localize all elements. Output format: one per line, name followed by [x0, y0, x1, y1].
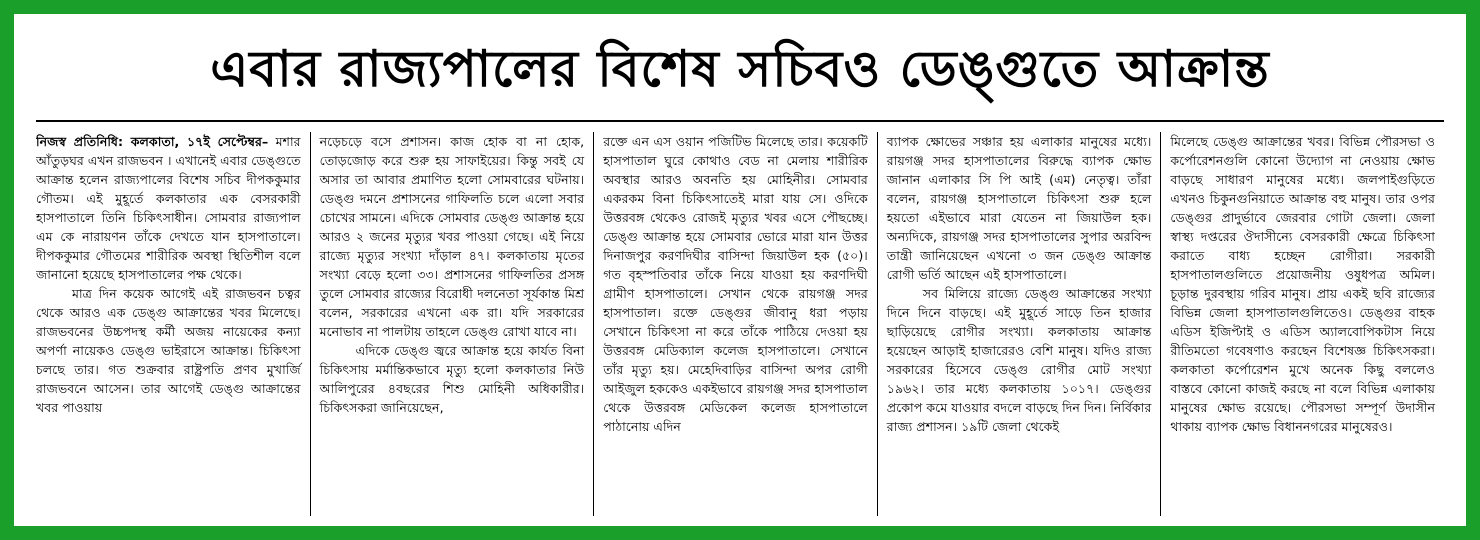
article-columns — [36, 132, 1444, 516]
headline-divider — [36, 120, 1444, 122]
column-2 — [310, 132, 594, 516]
paragraph: মিলেছে ডেঙ্গু আক্রান্তের খবর। বিভিন্ন পৌরসভা ও কর্পোরেশনগুলি কোনো উদ্যোগ না নেওয়ায় ক্ষোভ বাড়ছে সাধারণ মানুষের মধ্যে। জলপাইগুড়িতে এখনও চিকুনগুনিয়াতে আক্রান্ত বহু মানুষ। তার ওপর ডেঙ্গুর প্রাদুর্ভাবে জেরবার গোটা জেলা। জেলা স্বাস্থ্য দপ্তরের ঔদাসীন্যে বেসরকারী ক্ষেত্রে চিকিৎসা করাতে বাধ্য হচ্ছেন রোগীরা। সরকারী হাসপাতালগুলিতে প্রয়োজনীয় ওষুধপত্র অমিল। চূড়ান্ত দুরবস্থায় গরিব মানুষ। প্রায় একই ছবি রাজ্যের বিভিন্ন জেলা হাসপাতালগুলিতেও। ডেঙ্গুর বাহক এডিস ইজিপ্টাই ও এডিস অ্যালবোপিকটাস নিয়ে রীতিমতো গবেষণাও করছেন বিশেষজ্ঞ চিকিৎসকরা। কলকাতা কর্পোরেশন মুখে অনেক কিছু বললেও বাস্তবে কোনো কাজই করছে না বলে বিভিন্ন এলাকায় মানুষের ক্ষোভ রয়েছে। পৌরসভা সম্পূর্ণ উদাসীন থাকায় ব্যাপক ক্ষোভ বিধাননগরের মানুষেরও। — [1170, 134, 1435, 434]
paragraph: রক্তে এন এস ওয়ান পজিটিভ মিলেছে তার। কয়েকটি হাসপাতাল ঘুরে কোথাও বেড না মেলায় শারীরিক অবস্থার আরও অবনতি হয় মোহিনীর। সোমবার একরকম বিনা চিকিৎসাতেই মারা যায় সে। ওদিকে উত্তরবঙ্গ থেকেও রোজই মৃত্যুর খবর এসে পৌছচ্ছে। ডেঙ্গু আক্রান্ত হয়ে সোমবার ভোরে মারা যান উত্তর দিনাজপুর করণদিঘীর বাসিন্দা জিয়াউল হক (৫০)। গত বৃহস্পতিবার তাঁকে নিয়ে যাওয়া হয় করণদিঘী গ্রামীণ হাসপাতালে। সেখান থেকে রায়গঞ্জ সদর হাসপাতাল। রক্তে ডেঙ্গুর জীবানু ধরা পড়ায় সেখানে চিকিৎসা না করে তাঁকে পাঠিয়ে দেওয়া হয় উত্তরবঙ্গ মেডিক্যাল কলেজ হাসপাতালে। সেখানে তাঁর মৃত্যু হয়। মেহেদিবাড়ির বাসিন্দা অপর রোগী আইজুল হককেও একইভাবে রায়গঞ্জ সদর হাসপাতাল থেকে উত্তরবঙ্গ মেডিকেল কলেজ হাসপাতালে পাঠানোয় এদিন — [603, 134, 868, 434]
dateline: নিজস্ব প্রতিনিধি: কলকাতা, ১৭ই সেপ্টেম্বর– — [36, 134, 269, 149]
column-5 — [1160, 132, 1444, 516]
column-1 — [36, 132, 310, 516]
paragraph-text: মশার আঁতুড়ঘর এখন রাজভবন । এখানেই এবার ডেঙ্গুতে আক্রান্ত হলেন রাজ্যপালের বিশেষ সচিব দীপককুমার গৌতম। এই মুহূর্তে কলকাতার এক বেসরকারী হাসপাতালে তিনি চিকিৎসাধীন। সোমবার রাজ্যপাল এম কে নারায়ণন তাঁকে দেখতে যান হাসপাতালে। দীপককুমার গৌতমের শারীরিক অবস্থা স্থিতিশীল বলে জানানো হয়েছে হাসপাতালের পক্ষ থেকে। — [36, 134, 301, 282]
article-frame — [14, 14, 1466, 526]
paragraph: নড়েচড়ে বসে প্রশাসন। কাজ হোক বা না হোক, তোড়জোড় করে শুরু হয় সাফাইয়ের। কিন্তু সবই যে অসার তা আবার প্রমাণিত হলো সোমবারের ঘটনায়। ডেঙ্গু দমনে প্রশাসনের গাফিলতি চলে এলো সবার চোখের সামনে। এদিকে সোমবার ডেঙ্গু আক্রান্ত হয়ে আরও ২ জনের মৃত্যুর খবর পাওয়া গেছে। এই নিয়ে রাজ্যে মৃত্যুর সংখ্যা দাঁড়াল ৪৭। কলকাতায় মৃতের সংখ্যা বেড়ে হলো ৩৩। প্রশাসনের গাফিলতির প্রসঙ্গ তুলে সোমবার রাজ্যের বিরোধী দলনেতা সূর্যকান্ত মিশ্র বলেন, সরকারের এখনো এক রা। যদি সরকারের মনোভাব না পালটায় তাহলে ডেঙ্গু রোখা যাবে না। — [319, 134, 585, 339]
paragraph: ব্যাপক ক্ষোভের সঞ্চার হয় এলাকার মানুষের মধ্যে। রায়গঞ্জ সদর হাসপাতালের বিরুদ্ধে ব্যাপক ক্ষোভ জানান এলাকার সি পি আই (এম) নেতৃত্ব। তাঁরা বলেন, রায়গঞ্জ হাসপাতালে চিকিৎসা শুরু হলে হয়তো এইভাবে মারা যেতেন না জিয়াউল হক। অন্যদিকে, রায়গঞ্জ সদর হাসপাতালের সুপার অরবিন্দ তান্ত্রী জানিয়েছেন এখনো ৩ জন ডেঙ্গু আক্রান্ত রোগী ভর্তি আছেন এই হাসপাতালে। — [886, 134, 1152, 282]
paragraph: এদিকে ডেঙ্গু জ্বরে আক্রান্ত হয়ে কার্যত বিনা চিকিৎসায় মর্মান্তিকভাবে মৃত্যু হলো কলকাতার নিউ আলিপুরের ৪বছরের শিশু মোহিনী অধিকারীর। চিকিৎসকরা জানিয়েছেন, — [319, 343, 585, 415]
paragraph — [36, 132, 301, 284]
column-3 — [593, 132, 877, 516]
headline: এবার রাজ্যপালের বিশেষ সচিবও ডেঙ্গুতে আক্রান্ত — [210, 40, 1270, 98]
column-4 — [877, 132, 1161, 516]
paragraph: মাত্র দিন কয়েক আগেই এই রাজভবন চত্বর থেকে আরও এক ডেঙ্গু আক্রান্তের খবর মিলেছে। রাজভবনের উচ্চপদস্থ কর্মী অজয় নায়েকের কন্যা অপর্ণা নায়েকও ডেঙ্গু ভাইরাসে আক্রান্ত। চিকিৎসা চলছে তার। গত শুক্রবার রাষ্ট্রপতি প্রণব মুখার্জি রাজভবনে আসেন। তার আগেই ডেঙ্গু আক্রান্তের খবর পাওয়ায় — [36, 286, 301, 415]
paragraph: সব মিলিয়ে রাজ্যে ডেঙ্গু আক্রান্তের সংখ্যা দিনে দিনে বাড়ছে। এই মুহূর্তে সাড়ে তিন হাজার ছাড়িয়েছে রোগীর সংখ্যা। কলকাতায় আক্রান্ত হয়েছেন আড়াই হাজারেরও বেশি মানুষ। যদিও রাজ্য সরকারের হিসেবে ডেঙ্গু রোগীর মোট সংখ্যা ১৯৬২। তার মধ্যে কলকাতায় ১০১৭। ডেঙ্গুর প্রকোপ কমে যাওয়ার বদলে বাড়ছে দিন দিন। নির্বিকার রাজ্য প্রশাসন। ১৯টি জেলা থেকেই — [886, 286, 1152, 434]
